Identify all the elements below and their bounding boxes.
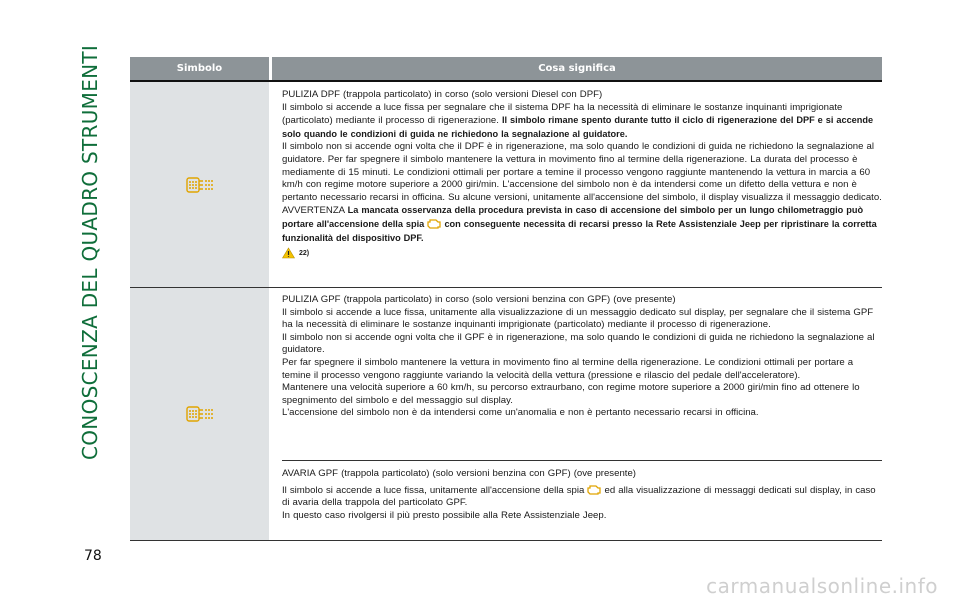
header-symbol: Simbolo bbox=[130, 57, 269, 80]
warning-reference bbox=[282, 247, 882, 259]
gpf-title: PULIZIA GPF (trappola particolato) in corso (solo versioni benzina con GPF) (ove presente) bbox=[282, 294, 676, 305]
warning-text-1: La mancata osservanza della procedura prevista in caso di accensione del simbolo per un lungo chilometraggio può portare all'accensione della spia bbox=[282, 205, 864, 229]
page-number: 78 bbox=[84, 548, 102, 564]
table-row bbox=[130, 80, 882, 288]
warning-label: AVVERTENZA bbox=[282, 205, 345, 217]
warning-text-2: con conseguente necessita di recarsi presso la Rete Assistenziale Jeep per ripristinare la corretta funzionalità del dispositivo DPF. bbox=[282, 218, 877, 243]
gpf-fault-paragraph-2: In questo caso rivolgersi il più presto possibile alla Rete Assistenziale Jeep. bbox=[282, 509, 607, 521]
gpf-fault-title: AVARIA GPF (trappola particolato) (solo versioni benzina con GPF) (ove presente) bbox=[282, 468, 636, 479]
meaning-cell bbox=[269, 82, 882, 287]
warning-ref-number: 22) bbox=[299, 249, 310, 257]
gpf-cleaning-block bbox=[282, 288, 882, 460]
engine-icon bbox=[427, 218, 441, 229]
table-header bbox=[130, 57, 882, 80]
dpf-text-normal: Il simbolo si accende a luce fissa per segnalare che il sistema DPF ha la necessità di eliminare le sostanze inquinanti imprigionate (particolato) mediante il processo di rigenerazione. bbox=[282, 101, 843, 127]
dpf-paragraph-1 bbox=[282, 102, 882, 142]
symbol-cell bbox=[130, 82, 269, 287]
gpf-filter-icon bbox=[186, 404, 214, 424]
gpf-paragraph-2: Il simbolo non si accende ogni volta che il GPF è in rigenerazione, ma solo quando le condizioni di guida ne richiedono la segnalazione al guidatore. bbox=[282, 331, 875, 356]
gpf-paragraph-1: Il simbolo si accende a luce fissa, unitamente alla visualizzazione di un messaggio dedicato sul display, per segnalare che il sistema GPF ha la necessità di eliminare le sostanze inquinanti imprigionate (particolato) mediante il processo di rigenerazione. bbox=[282, 306, 874, 331]
symbol-table bbox=[130, 57, 882, 541]
meaning-cell bbox=[269, 288, 882, 540]
engine-icon bbox=[587, 484, 601, 495]
watermark: carmanualsonline.info bbox=[706, 574, 938, 598]
dpf-filter-icon bbox=[186, 175, 214, 195]
gpf-paragraph-5: L'accensione del simbolo non è da intendersi come un'anomalia e non è pertanto necessario recarsi in officina. bbox=[282, 407, 759, 419]
warning-triangle-icon bbox=[282, 247, 295, 259]
gpf-fault-paragraph-1 bbox=[282, 484, 882, 510]
symbol-cell bbox=[130, 288, 269, 540]
fault-text-2: ed alla visualizzazione di messaggi dedicati sul display, in caso di avaria della trappola del particolato GPF. bbox=[282, 484, 876, 509]
section-title: CONOSCENZA DEL QUADRO STRUMENTI bbox=[78, 44, 102, 460]
dpf-paragraph-2: Il simbolo non si accende ogni volta che il DPF è in rigenerazione, ma solo quando le condizioni di guida ne richiedono la segnalazione al guidatore. Per far spegnere il simbolo mantenere la vettura in movimento fino al termine della rigenerazione. La durata del processo è mediamente di 15 minuti. Le condizioni ottimali per portare a temine il processo vengono raggiunte mantenendo la vettura in marcia a 60 km/h con regime motore superiore a 2000 giri/min. L'accensione del simbolo non è da intendersi come un difetto della vettura e non è pertanto necessario recarsi in officina. Su alcune versioni, unitamente all'accensione del simbolo, il display visualizza il messaggio dedicato. bbox=[282, 141, 882, 203]
gpf-fault-block bbox=[282, 461, 882, 522]
dpf-title: PULIZIA DPF (trappola particolato) in corso (solo versioni Diesel con DPF) bbox=[282, 89, 603, 100]
fault-text-1: Il simbolo si accende a luce fissa, unitamente all'accensione della spia bbox=[282, 484, 585, 496]
gpf-paragraph-3: Per far spegnere il simbolo mantenere la vettura in movimento fino al termine della rigenerazione. Le condizioni ottimali per portare a temine il processo vengono raggiunte variando la velocità della vettura (pressione e rilascio del pedale dell'acceleratore). bbox=[282, 356, 854, 381]
header-meaning: Cosa significa bbox=[272, 57, 882, 80]
dpf-warning bbox=[282, 204, 882, 245]
gpf-paragraph-4: Mantenere una velocità superiore a 60 km/h, su percorso extraurbano, con regime motore superiore a 2000 giri/min fino ad ottenere lo spegnimento del simbolo e del messaggio sul display. bbox=[282, 382, 860, 406]
table-row bbox=[130, 288, 882, 541]
dpf-text-bold: Il simbolo rimane spento durante tutto il ciclo di rigenerazione del DPF e si accende solo quando le condizioni di guida ne richiedono la segnalazione al guidatore. bbox=[282, 115, 874, 139]
